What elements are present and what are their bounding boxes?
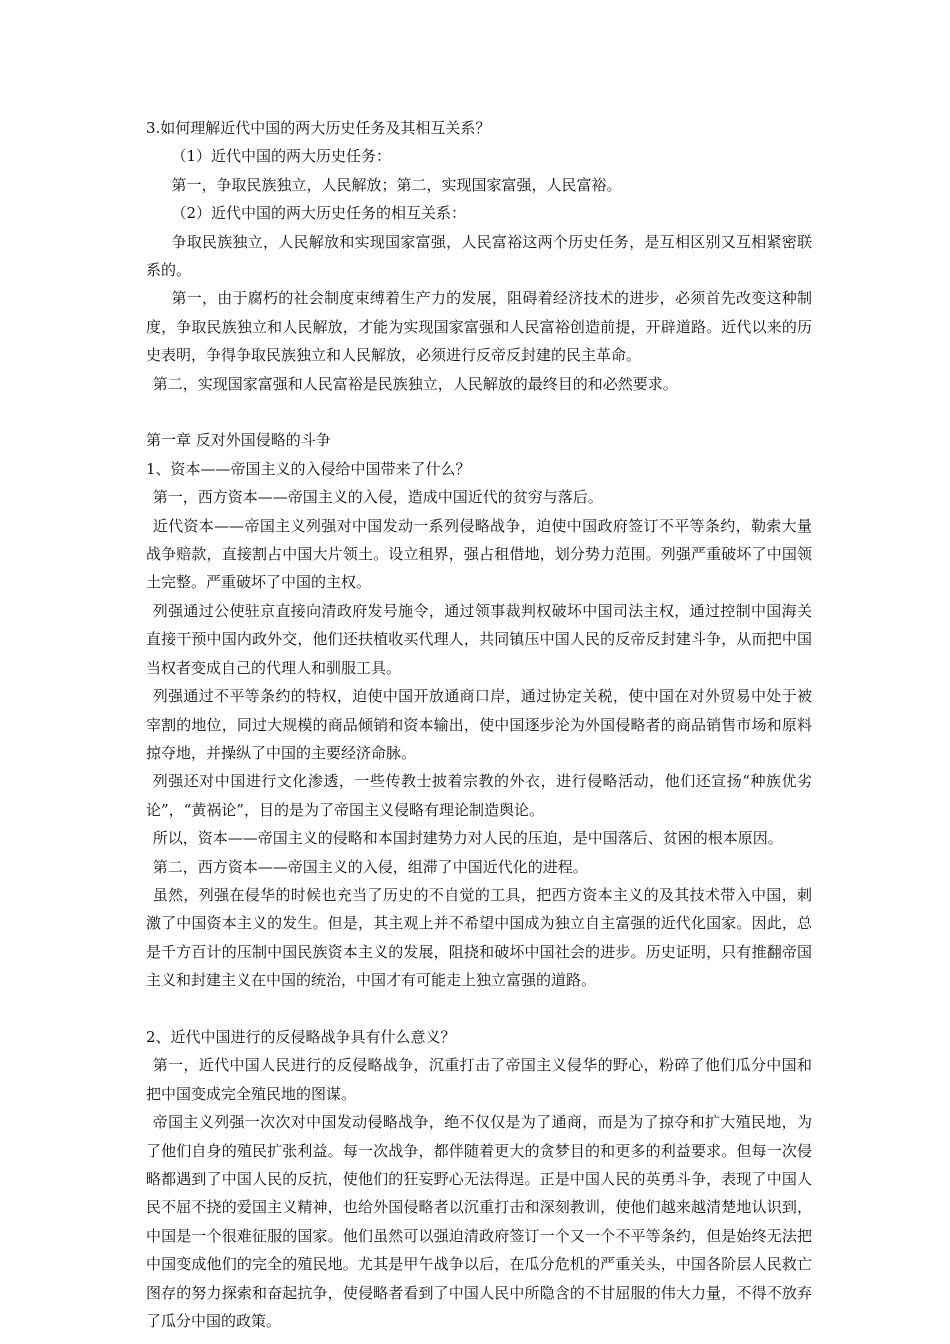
q1-paragraph: 列强通过公使驻京直接向清政府发号施令，通过领事裁判权破坏中国司法主权，通过控制中国海关直接干预中国内政外交，他们还扶植收买代理人，共同镇压中国人民的反帝反封建斗争，从而把中国当权者变成自己的代理人和驯服工具。 xyxy=(146,601,812,677)
chapter-title: 第一章 反对外国侵略的斗争 xyxy=(146,431,331,450)
q1-paragraph: 第二，西方资本——帝国主义的入侵，组滞了中国近代化的进程。 xyxy=(152,857,588,876)
paragraph-second: 第二，实现国家富强和人民富裕是民族独立，人民解放的最终目的和必然要求。 xyxy=(152,374,678,393)
question-2-title: 2、近代中国进行的反侵略战争具有什么意义？ xyxy=(146,1027,456,1046)
document-page xyxy=(146,114,812,1335)
q1-paragraph: 列强通过不平等条约的特权，迫使中国开放通商口岸，通过协定关税，使中国在对外贸易中处于被宰割的地位，同过大规模的商品倾销和资本输出，使中国逐步沦为外国侵略者的商品销售市场和原料掠夺地，并操纵了中国的主要经济命脉。 xyxy=(146,687,812,762)
paragraph-tasks: 第一，争取民族独立，人民解放；第二，实现国家富强，人民富裕。 xyxy=(171,175,622,194)
q1-paragraph: 虽然，列强在侵华的时候也充当了历史的不自觉的工具，把西方资本主义的及其技术带入中国，刺激了中国资本主义的发生。但是，其主观上并不希望中国成为独立自主富强的近代化国家。因此，总是千方百计的压制中国民族资本主义的发展，阻挠和破坏中国社会的进步。历史证明，只有推翻帝国主义和封建主义在中国的统治，中国才有可能走上独立富强的道路。 xyxy=(146,885,812,990)
q2-paragraph: 帝国主义列强一次次对中国发动侵略战争，绝不仅仅是为了通商，而是为了掠夺和扩大殖民地，为了他们自身的殖民扩张利益。每一次战争，都伴随着更大的贪梦目的和更多的利益要求。但每一次侵略都遇到了中国人民的反抗，使他们的狂妄野心无法得逞。正是中国人民的英勇斗争，表现了中国人民不屈不挠的爱国主义精神，也给外国侵略者以沉重打击和深刻教训，使他们越来越清楚地认识到，中国是一个很难征服的国家。他们虽然可以强迫清政府签订一个又一个不平等条约，但是始终无法把中国变成他们的完全的殖民地。尤其是甲午战争以后，在瓜分危机的严重关头，中国各阶层人民救亡图存的努力探索和奋起抗争，使侵略者看到了中国人民中所隐含的不甘屈服的伟大力量，不得不放弃了瓜分中国的政策。 xyxy=(146,1113,812,1331)
paragraph-relationship: 争取民族独立，人民解放和实现国家富强，人民富裕这两个历史任务，是互相区别又互相紧密联系的。 xyxy=(146,232,812,280)
question-1-title: 1、资本——帝国主义的入侵给中国带来了什么？ xyxy=(146,459,471,478)
paragraph-first: 第一，由于腐朽的社会制度束缚着生产力的发展，阻碍着经济技术的进步，必须首先改变这种制度，争取民族独立和人民解放，才能为实现国家富强和人民富裕创造前提，开辟道路。近代以来的历史表明，争得争取民族独立和人民解放，必须进行反帝反封建的民主革命。 xyxy=(146,289,812,365)
q1-paragraph: 第一，西方资本——帝国主义的入侵，造成中国近代的贫穷与落后。 xyxy=(152,488,603,507)
spacer xyxy=(146,995,812,1023)
q1-paragraph: 列强还对中国进行文化渗透，一些传教士披着宗教的外衣，进行侵略活动，他们还宣扬“种族优劣论”，“黄祸论”，目的是为了帝国主义侵略有理论制造舆论。 xyxy=(146,772,812,819)
spacer xyxy=(146,398,812,426)
subheading-tasks: （1）近代中国的两大历史任务： xyxy=(171,147,392,166)
q2-paragraph: 第一，近代中国人民进行的反侵略战争，沉重打击了帝国主义侵华的野心，粉碎了他们瓜分中国和把中国变成完全殖民地的图谋。 xyxy=(146,1056,812,1103)
subheading-relationship: （2）近代中国的两大历史任务的相互关系： xyxy=(171,204,467,223)
question-3-title: 3.如何理解近代中国的两大历史任务及其相互关系？ xyxy=(146,119,491,137)
q1-paragraph: 所以，资本——帝国主义的侵略和本国封建势力对人民的压迫，是中国落后、贫困的根本原因。 xyxy=(152,829,783,848)
q1-paragraph: 近代资本——帝国主义列强对中国发动一系列侵略战争，迫使中国政府签订不平等条约，勒索大量战争赔款，直接割占中国大片领土。设立租界，强占租借地，划分势力范围。列强严重破坏了中国领土完整。严重破坏了中国的主权。 xyxy=(146,516,812,592)
